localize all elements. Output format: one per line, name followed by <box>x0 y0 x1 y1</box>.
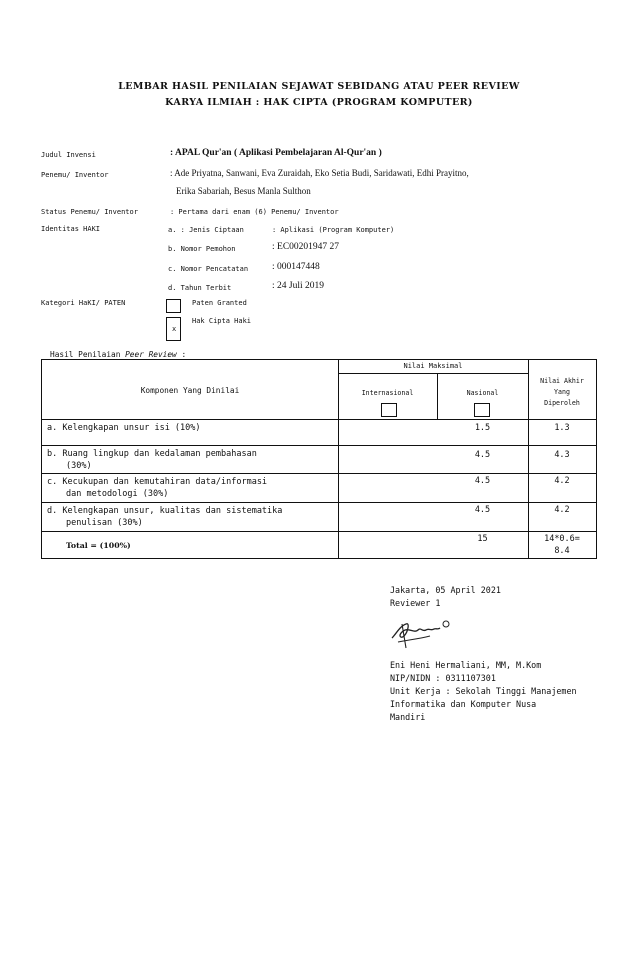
sign-name: Eni Heni Hermaliani, MM, M.Kom <box>390 660 542 670</box>
row-a-final: 1.3 <box>554 423 570 433</box>
document-title-line1: LEMBAR HASIL PENILAIAN SEJAWAT SEBIDANG ATAU PEER REVIEW <box>118 81 520 92</box>
sign-unit-line3: Mandiri <box>390 712 426 722</box>
nasional-checkbox[interactable] <box>474 403 490 417</box>
jenis-value: : Aplikasi (Program Komputer) <box>272 226 395 234</box>
row-d-final: 4.2 <box>554 505 570 515</box>
table-divider <box>42 473 596 474</box>
sign-nip: NIP/NIDN : 0311107301 <box>390 673 496 683</box>
penemu-value-2: Erika Sabariah, Besus Manla Sulthon <box>176 186 311 196</box>
table-caption <box>50 350 186 359</box>
table-divider <box>42 445 596 446</box>
total-label: Total = (100%) <box>66 541 131 550</box>
hakcipta-label: Hak Cipta Haki <box>192 317 252 325</box>
table-divider <box>42 502 596 503</box>
header-internasional: Internasional <box>361 389 414 397</box>
nomor-permohonan-label: b. Nomor Pemohon <box>168 245 236 253</box>
paten-label: Paten Granted <box>192 299 247 307</box>
row-b-nasional: 4.5 <box>474 450 491 460</box>
tahun-value: : 24 Juli 2019 <box>272 281 324 291</box>
kategori-label: Kategori HaKI/ PATEN <box>41 299 126 307</box>
nomor-permohonan-value: : EC00201947 27 <box>272 242 340 252</box>
header-final-line2: Yang <box>554 388 570 396</box>
table-caption-prefix: Hasil Penilaian <box>50 350 126 359</box>
table-divider <box>42 419 596 420</box>
document-title-line2: KARYA ILMIAH : HAK CIPTA (PROGRAM KOMPUTER) <box>165 97 473 108</box>
tahun-label: d. Tahun Terbit <box>168 284 232 292</box>
table-caption-italic: Peer Review <box>125 350 177 359</box>
header-final <box>528 376 596 409</box>
nomor-pencatatan-value: : 000147448 <box>272 262 320 272</box>
table-divider <box>42 531 596 532</box>
row-a-nasional: 1.5 <box>474 423 491 433</box>
row-d-label: d. Kelengkapan unsur, kualitas dan sistematika <box>47 506 283 516</box>
row-a-label: a. Kelengkapan unsur isi (10%) <box>47 423 201 433</box>
hakcipta-checkbox[interactable] <box>166 317 181 341</box>
hakcipta-check-mark: x <box>172 325 177 333</box>
row-d-nasional: 4.5 <box>474 505 491 515</box>
sign-role: Reviewer 1 <box>390 598 441 608</box>
status-value: : Pertama dari enam (6) Penemu/ Inventor <box>170 208 339 216</box>
nomor-pencatatan-label: c. Nomor Pencatatan <box>168 265 249 273</box>
internasional-checkbox[interactable] <box>381 403 397 417</box>
row-b-label: b. Ruang lingkup dan kedalaman pembahasan <box>47 449 257 459</box>
header-nasional: Nasional <box>466 389 499 397</box>
penemu-value-1: : Ade Priyatna, Sanwani, Eva Zuraidah, Eko Setia Budi, Saridawati, Edhi Prayitno, <box>170 168 469 178</box>
row-c-final: 4.2 <box>554 476 570 486</box>
signature-image <box>388 612 458 652</box>
row-b-final: 4.3 <box>554 450 570 460</box>
total-final-line1: 14*0.6= <box>544 534 580 544</box>
header-component: Komponen Yang Dinilai <box>140 386 240 395</box>
row-c-label-cont: dan metodologi (30%) <box>66 489 169 499</box>
header-final-line3: Diperoleh <box>544 399 580 407</box>
row-d-label-cont: penulisan (30%) <box>66 518 143 528</box>
judul-value: : APAL Qur'an ( Aplikasi Pembelajaran Al-Qur'an ) <box>170 148 382 158</box>
table-caption-suffix: : <box>176 350 187 359</box>
header-max: Nilai Maksimal <box>403 362 463 370</box>
sign-unit-line2: Informatika dan Komputer Nusa <box>390 699 537 709</box>
total-final-line2: 8.4 <box>554 546 570 556</box>
row-c-label: c. Kecukupan dan kemutahiran data/informasi <box>47 477 268 487</box>
sign-place-date: Jakarta, 05 April 2021 <box>390 585 501 595</box>
penemu-label: Penemu/ Inventor <box>41 171 109 179</box>
judul-label: Judul Invensi <box>41 151 96 159</box>
row-c-nasional: 4.5 <box>474 476 491 486</box>
paten-checkbox[interactable] <box>166 299 181 313</box>
total-nasional: 15 <box>477 534 488 544</box>
row-b-label-cont: (30%) <box>66 461 92 471</box>
sign-unit-line1: Unit Kerja : Sekolah Tinggi Manajemen <box>390 686 577 696</box>
jenis-label: a. : Jenis Ciptaan <box>168 226 244 234</box>
status-label: Status Penemu/ Inventor <box>41 208 138 216</box>
header-final-line1: Nilai Akhir <box>540 377 584 385</box>
table-divider <box>338 373 528 374</box>
identitas-label: Identitas HAKI <box>41 225 101 233</box>
